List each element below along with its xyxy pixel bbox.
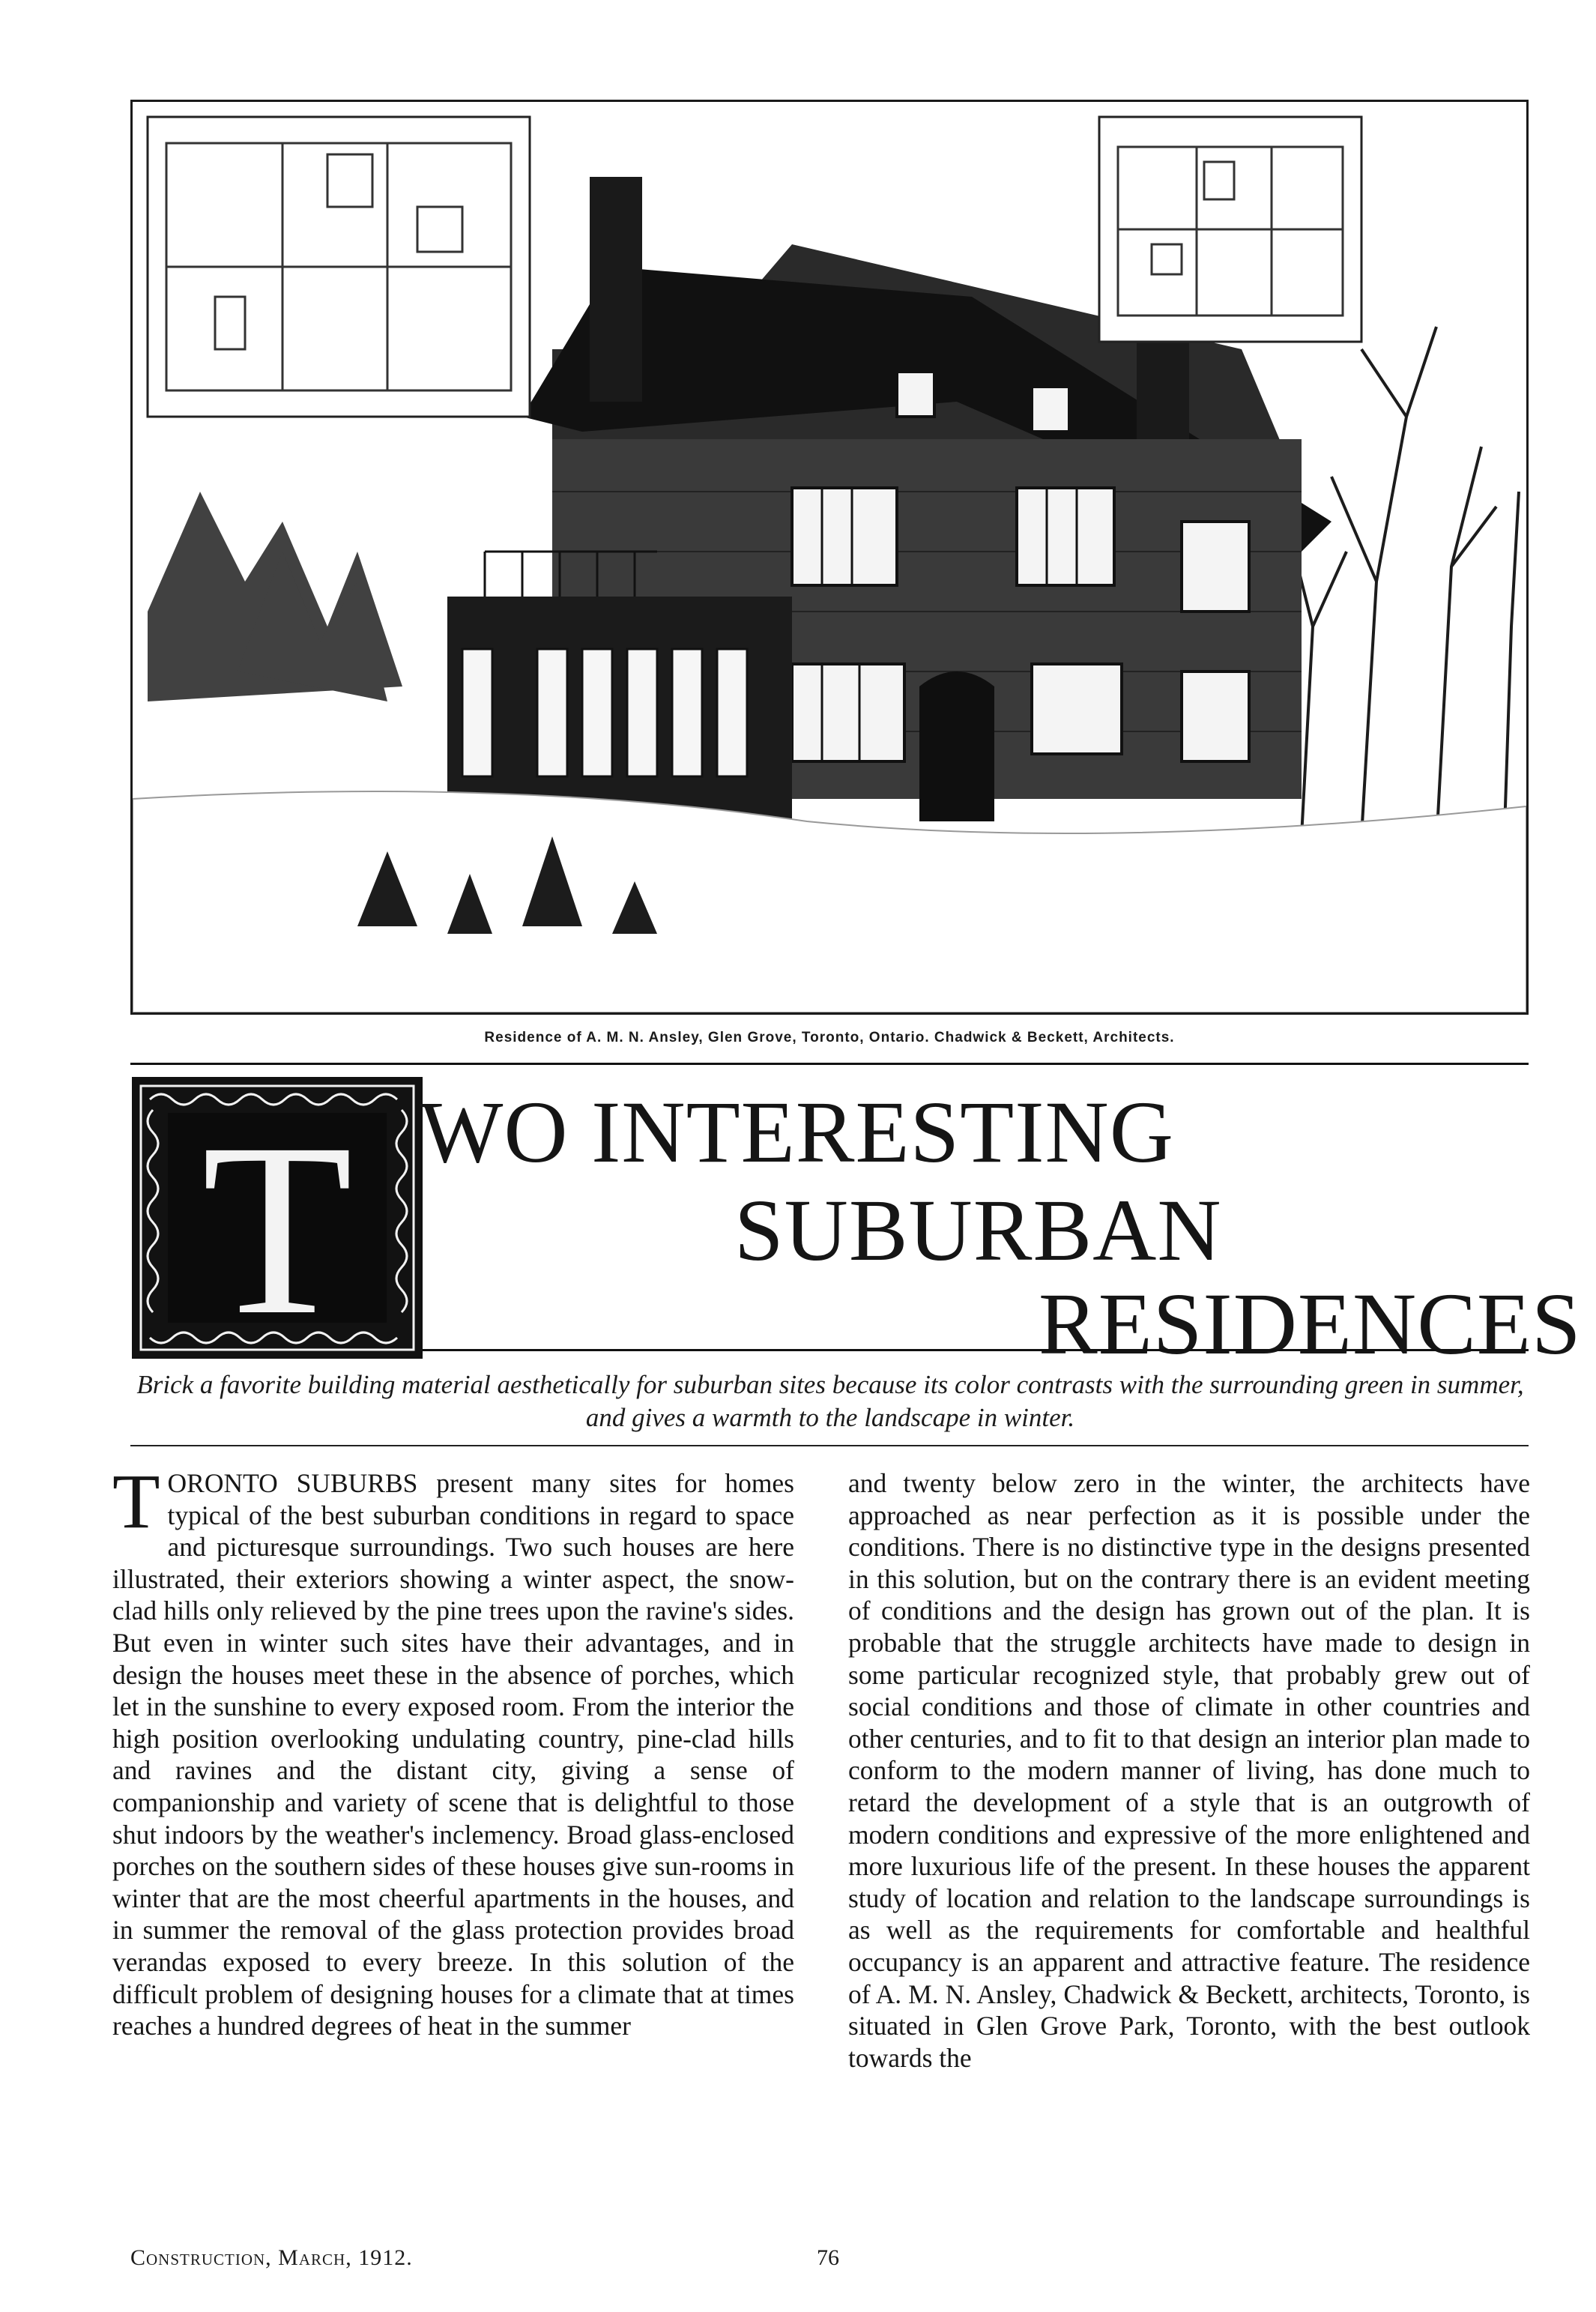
right-column-text: and twenty below zero in the winter, the architects have approached as near perfection as it is possible under the conditions. There is no distinctive type in the designs presented in this solution, but on the contrary there is an evident meeting of conditions and the design has grown out of the plan. It is probable that the struggle architects have made to design in some particular recognized style, that probably grew out of social conditions and those of climate in other countries and other centuries, and to fit to that design an interior plan made to conform to the modern manner of living, has done much to retard the development of a style that is an outgrowth of modern conditions and expressive of the more enlightened and more luxurious life of the present. In these houses the apparent study of location and relation to the landscape surroundings is as well as the requirements for comfortable and healthful occupancy is an apparent and attractive feature. The residence of A. M. N. Ansley, Chadwick & Beckett, architects, Toronto, is situated in Glen Grove Park, Toronto, with the best outlook towards the <box>848 1468 1530 2073</box>
headline-line-1: WO INTERESTING <box>420 1083 1174 1181</box>
publication-footer: Construction, March, 1912. <box>130 2245 413 2270</box>
photo-caption: Residence of A. M. N. Ansley, Glen Grove, Toronto, Ontario. Chadwick & Beckett, Architects. <box>484 1030 1175 1045</box>
body-column-right <box>848 1467 1530 2074</box>
headline-divider <box>420 1349 1529 1351</box>
subtitle-divider <box>130 1445 1529 1446</box>
left-column-text: ORONTO SUBURBS present many sites for homes typical of the best suburban conditions in regard to space and picturesque surroundings. Two such houses are here illustrated, their exteriors showing a winter aspect, the snow-clad hills only relieved by the pine trees upon the ravine's sides. But even in winter such sites have their advantages, and in design the houses meet these in the absence of porches, which let in the sunshine to every exposed room. From the interior the high position overlooking undulating country, pine-clad hills and ravines and the distant city, giving a sense of companionship and variety of scene that is delightful to those shut indoors by the weather's inclemency. Broad glass-enclosed porches on the southern sides of these houses give sun-rooms in winter that are the most cheerful apartments in the houses, and in summer the removal of the glass protection provides broad verandas exposed to every breeze. In this solution of the difficult problem of designing houses for a climate that at times reaches a hundred degrees of heat in the summer <box>112 1468 794 2041</box>
article-subtitle: Brick a favorite building material aesthetically for suburban sites because its color contrasts with the surrounding green in summer, and gives a warmth to the landscape in winter. <box>136 1370 1524 1432</box>
initial-letter: T <box>112 1458 160 1545</box>
house-illustration <box>133 102 1526 1012</box>
headline-line-2: SUBURBAN <box>734 1181 1222 1279</box>
residence-photograph <box>130 100 1529 1015</box>
body-column-left <box>112 1458 794 2042</box>
drop-cap-letter: T <box>202 1093 353 1356</box>
headline-line-3: RESIDENCES <box>1039 1275 1582 1373</box>
ornamental-drop-cap <box>132 1077 423 1359</box>
caption-divider <box>130 1063 1529 1065</box>
page-number: 76 <box>817 2245 839 2270</box>
floor-plan-ground-inset <box>148 117 530 417</box>
floor-plan-upper-inset <box>1099 117 1361 342</box>
